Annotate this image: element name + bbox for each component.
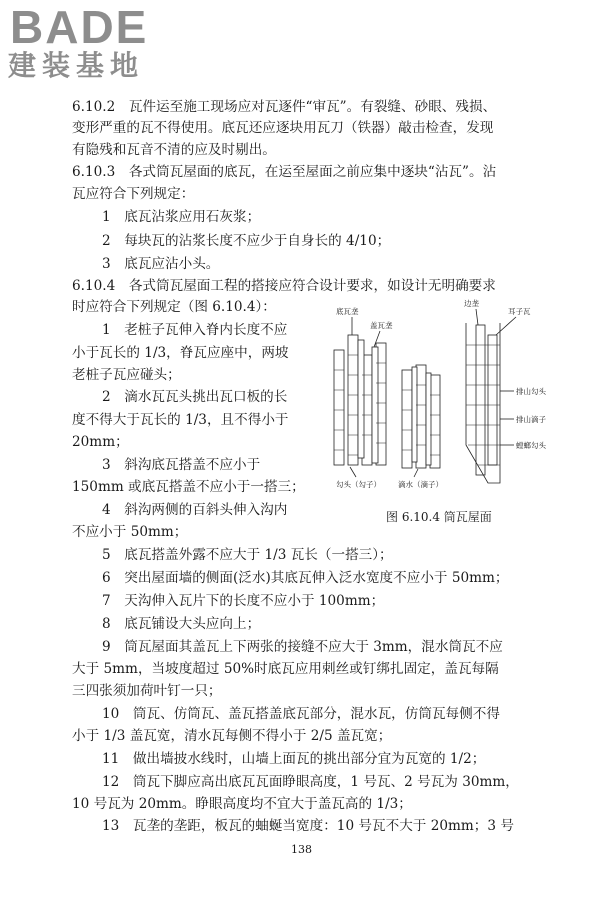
text-line: 三四张须加荷叶钉一只； <box>72 683 222 699</box>
list-item: 6 突出屋面墙的侧面(泛水)其底瓦伸入泛水宽度不应小于 50mm； <box>102 570 509 586</box>
label-pishan-goutou: 排山勾头 <box>516 387 546 396</box>
text-line: 变形严重的瓦不得使用。底瓦还应逐块用瓦刀（铁器）敲击检查，发现 <box>72 120 494 136</box>
list-item: 1 底瓦沾浆应用石灰浆； <box>102 209 261 225</box>
roof-tile-figure <box>318 295 550 500</box>
text-line: 时应符合下列规定（图 6.10.4）： <box>72 299 276 315</box>
text-line: 20mm； <box>72 434 129 450</box>
list-item: 7 天沟伸入瓦片下的长度不应小于 100mm； <box>102 593 385 609</box>
label-erziwa: 耳子瓦 <box>508 307 531 316</box>
text-line: 10 号瓦为 20mm。睁眼高度均不宜大于盖瓦高的 1/3； <box>72 796 412 812</box>
label-bianlong: 边垄 <box>464 299 479 308</box>
label-banzhua-goutou: 螳螂勾头 <box>516 441 546 450</box>
text-line: 小于 1/3 盖瓦宽，清水瓦每侧不得小于 2/5 盖瓦宽； <box>72 728 392 744</box>
brand-logo <box>6 1 176 82</box>
text-line: 有隐残和瓦音不清的应及时剔出。 <box>72 142 276 158</box>
list-item: 3 底瓦应沾小头。 <box>102 256 220 272</box>
figure-caption: 图 6.10.4 筒瓦屋面 <box>386 510 492 524</box>
text-line: 6.10.2 瓦件运至施工现场应对瓦逐件“审瓦”。有裂缝、砂眼、残损、 <box>72 99 497 115</box>
text-line: 小于瓦长的 1/3，脊瓦应座中，两坡 <box>72 345 289 361</box>
list-item: 3 斜沟底瓦搭盖不应小于 <box>102 457 261 473</box>
list-item: 2 每块瓦的沾浆长度不应少于自身长的 4/10； <box>102 233 391 249</box>
list-item: 1 老桩子瓦伸入脊内长度不应 <box>102 322 288 338</box>
logo-brand-text: BADE <box>10 1 149 53</box>
label-pishan-dishui: 排山滴子 <box>516 415 546 424</box>
label-dishui: 滴水（滴子） <box>398 480 443 489</box>
list-item: 2 滴水瓦瓦头挑出瓦口板的长 <box>102 389 288 405</box>
label-goutou: 勾头（勾子） <box>336 480 381 489</box>
list-item: 9 筒瓦屋面其盖瓦上下两张的接缝不应大于 3mm，混水筒瓦不应 <box>102 639 503 655</box>
list-item: 11 做出墙披水线时，山墙上面瓦的挑出部分宜为瓦宽的 1/2； <box>102 751 486 767</box>
roof-tile-diagram <box>318 295 550 500</box>
text-line: 150mm 或底瓦搭盖不应小于一搭三； <box>72 479 305 495</box>
text-line: 老桩子瓦应碰头； <box>72 367 181 383</box>
text-line: 大于 5mm，当坡度超过 50%时底瓦应用刺丝或钉绑扎固定，盖瓦每隔 <box>72 661 499 677</box>
page-number: 138 <box>291 843 312 856</box>
text-line: 6.10.4 各式筒瓦屋面工程的搭接应符合设计要求，如设计无明确要求 <box>72 278 496 294</box>
text-line: 瓦应符合下列规定： <box>72 186 195 202</box>
list-item: 4 斜沟两侧的百斜头伸入沟内 <box>102 502 288 518</box>
label-diwa-long: 底瓦垄 <box>336 307 359 316</box>
text-line: 6.10.3 各式筒瓦屋面的底瓦，在运至屋面之前应集中逐块“沾瓦”。沾 <box>72 164 497 180</box>
list-item: 10 筒瓦、仿筒瓦、盖瓦搭盖底瓦部分，混水瓦，仿筒瓦每侧不得 <box>102 706 500 722</box>
list-item: 8 底瓦铺设大头应向上； <box>102 616 261 632</box>
logo-subtitle: 建装基地 <box>8 49 145 82</box>
list-item: 5 底瓦搭盖外露不应大于 1/3 瓦长（一搭三）； <box>102 547 393 563</box>
text-line: 度不得大于瓦长的 1/3，且不得小于 <box>72 412 289 428</box>
list-item: 13 瓦垄的垄距，板瓦的蚰蜒当宽度：10 号瓦不大于 20mm；3 号 <box>102 818 514 834</box>
text-line: 不应小于 50mm； <box>72 524 188 540</box>
list-item: 12 筒瓦下脚应高出底瓦瓦面睁眼高度，1 号瓦、2 号瓦为 30mm， <box>102 774 519 790</box>
label-gaiwa-long: 盖瓦垄 <box>370 321 393 330</box>
